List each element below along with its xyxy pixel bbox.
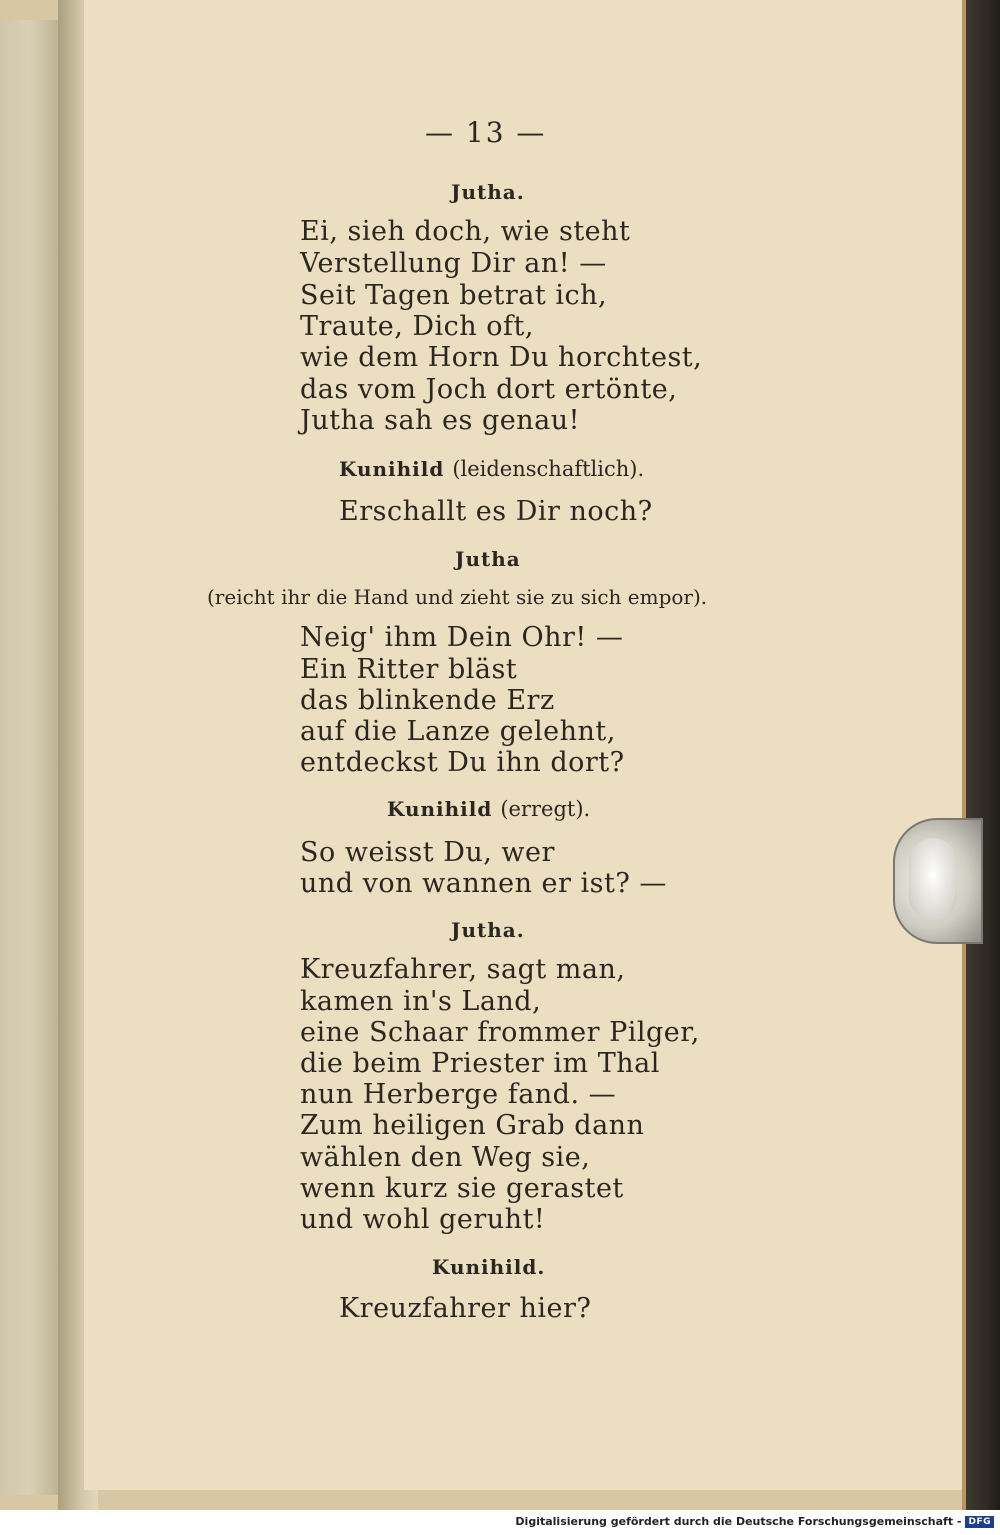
verse-line: Erschallt es Dir noch? [339,496,653,527]
verse-line: und wohl geruht! [300,1204,546,1235]
verse-line: wählen den Weg sie, [300,1142,591,1173]
verse-line: Kreuzfahrer, sagt man, [300,954,626,985]
speaker-line [339,457,644,481]
speaker-name: Kunihild [387,797,493,821]
verse-line: Ei, sieh doch, wie steht [300,216,631,247]
speaker-name: Kunihild. [432,1255,546,1279]
page-clip [893,818,983,944]
speaker-name: Kunihild [339,457,445,481]
dark-background-strip [966,0,1000,1510]
verse-line: die beim Priester im Thal [300,1048,660,1079]
verse-line: wenn kurz sie gerastet [300,1173,624,1204]
verse-line: Jutha sah es genau! [300,405,580,436]
verse-line: Seit Tagen betrat ich, [300,280,608,311]
stage-direction: (leidenschaftlich). [452,457,645,481]
speaker-line [387,797,590,821]
verse-line: Zum heiligen Grab dann [300,1110,645,1141]
verse-line: Ein Ritter bläst [300,654,518,685]
verse-line: das blinkende Erz [300,685,555,716]
verse-line: So weisst Du, wer [300,837,555,868]
verse-line: auf die Lanze gelehnt, [300,716,616,747]
verse-line: Verstellung Dir an! — [300,248,607,279]
dfg-logo: DFG [965,1516,994,1528]
verse-line: kamen in's Land, [300,986,542,1017]
stage-direction: (erregt). [500,797,591,821]
speaker-name: Jutha. [451,180,525,204]
verse-line: Traute, Dich oft, [300,311,534,342]
facing-page-edge [0,20,62,1495]
credit-text: Digitalisierung gefördert durch die Deutsche Forschungsgemeinschaft - [515,1515,962,1528]
speaker-name: Jutha. [451,918,525,942]
verse-line: entdeckst Du ihn dort? [300,747,625,778]
page-clip-highlight [909,838,957,920]
verse-line: Neig' ihm Dein Ohr! — [300,622,624,653]
verse-line: Kreuzfahrer hier? [339,1293,592,1324]
page-number: — 13 — [425,116,547,149]
digitization-credit [515,1515,994,1528]
stage-direction: (reicht ihr die Hand und zieht sie zu sich empor). [207,585,708,609]
verse-line: und von wannen er ist? — [300,868,667,899]
verse-line: das vom Joch dort ertönte, [300,374,678,405]
verse-line: nun Herberge fand. — [300,1079,617,1110]
verse-line: wie dem Horn Du horchtest, [300,342,703,373]
verse-line: eine Schaar frommer Pilger, [300,1017,700,1048]
speaker-name: Jutha [455,547,521,571]
